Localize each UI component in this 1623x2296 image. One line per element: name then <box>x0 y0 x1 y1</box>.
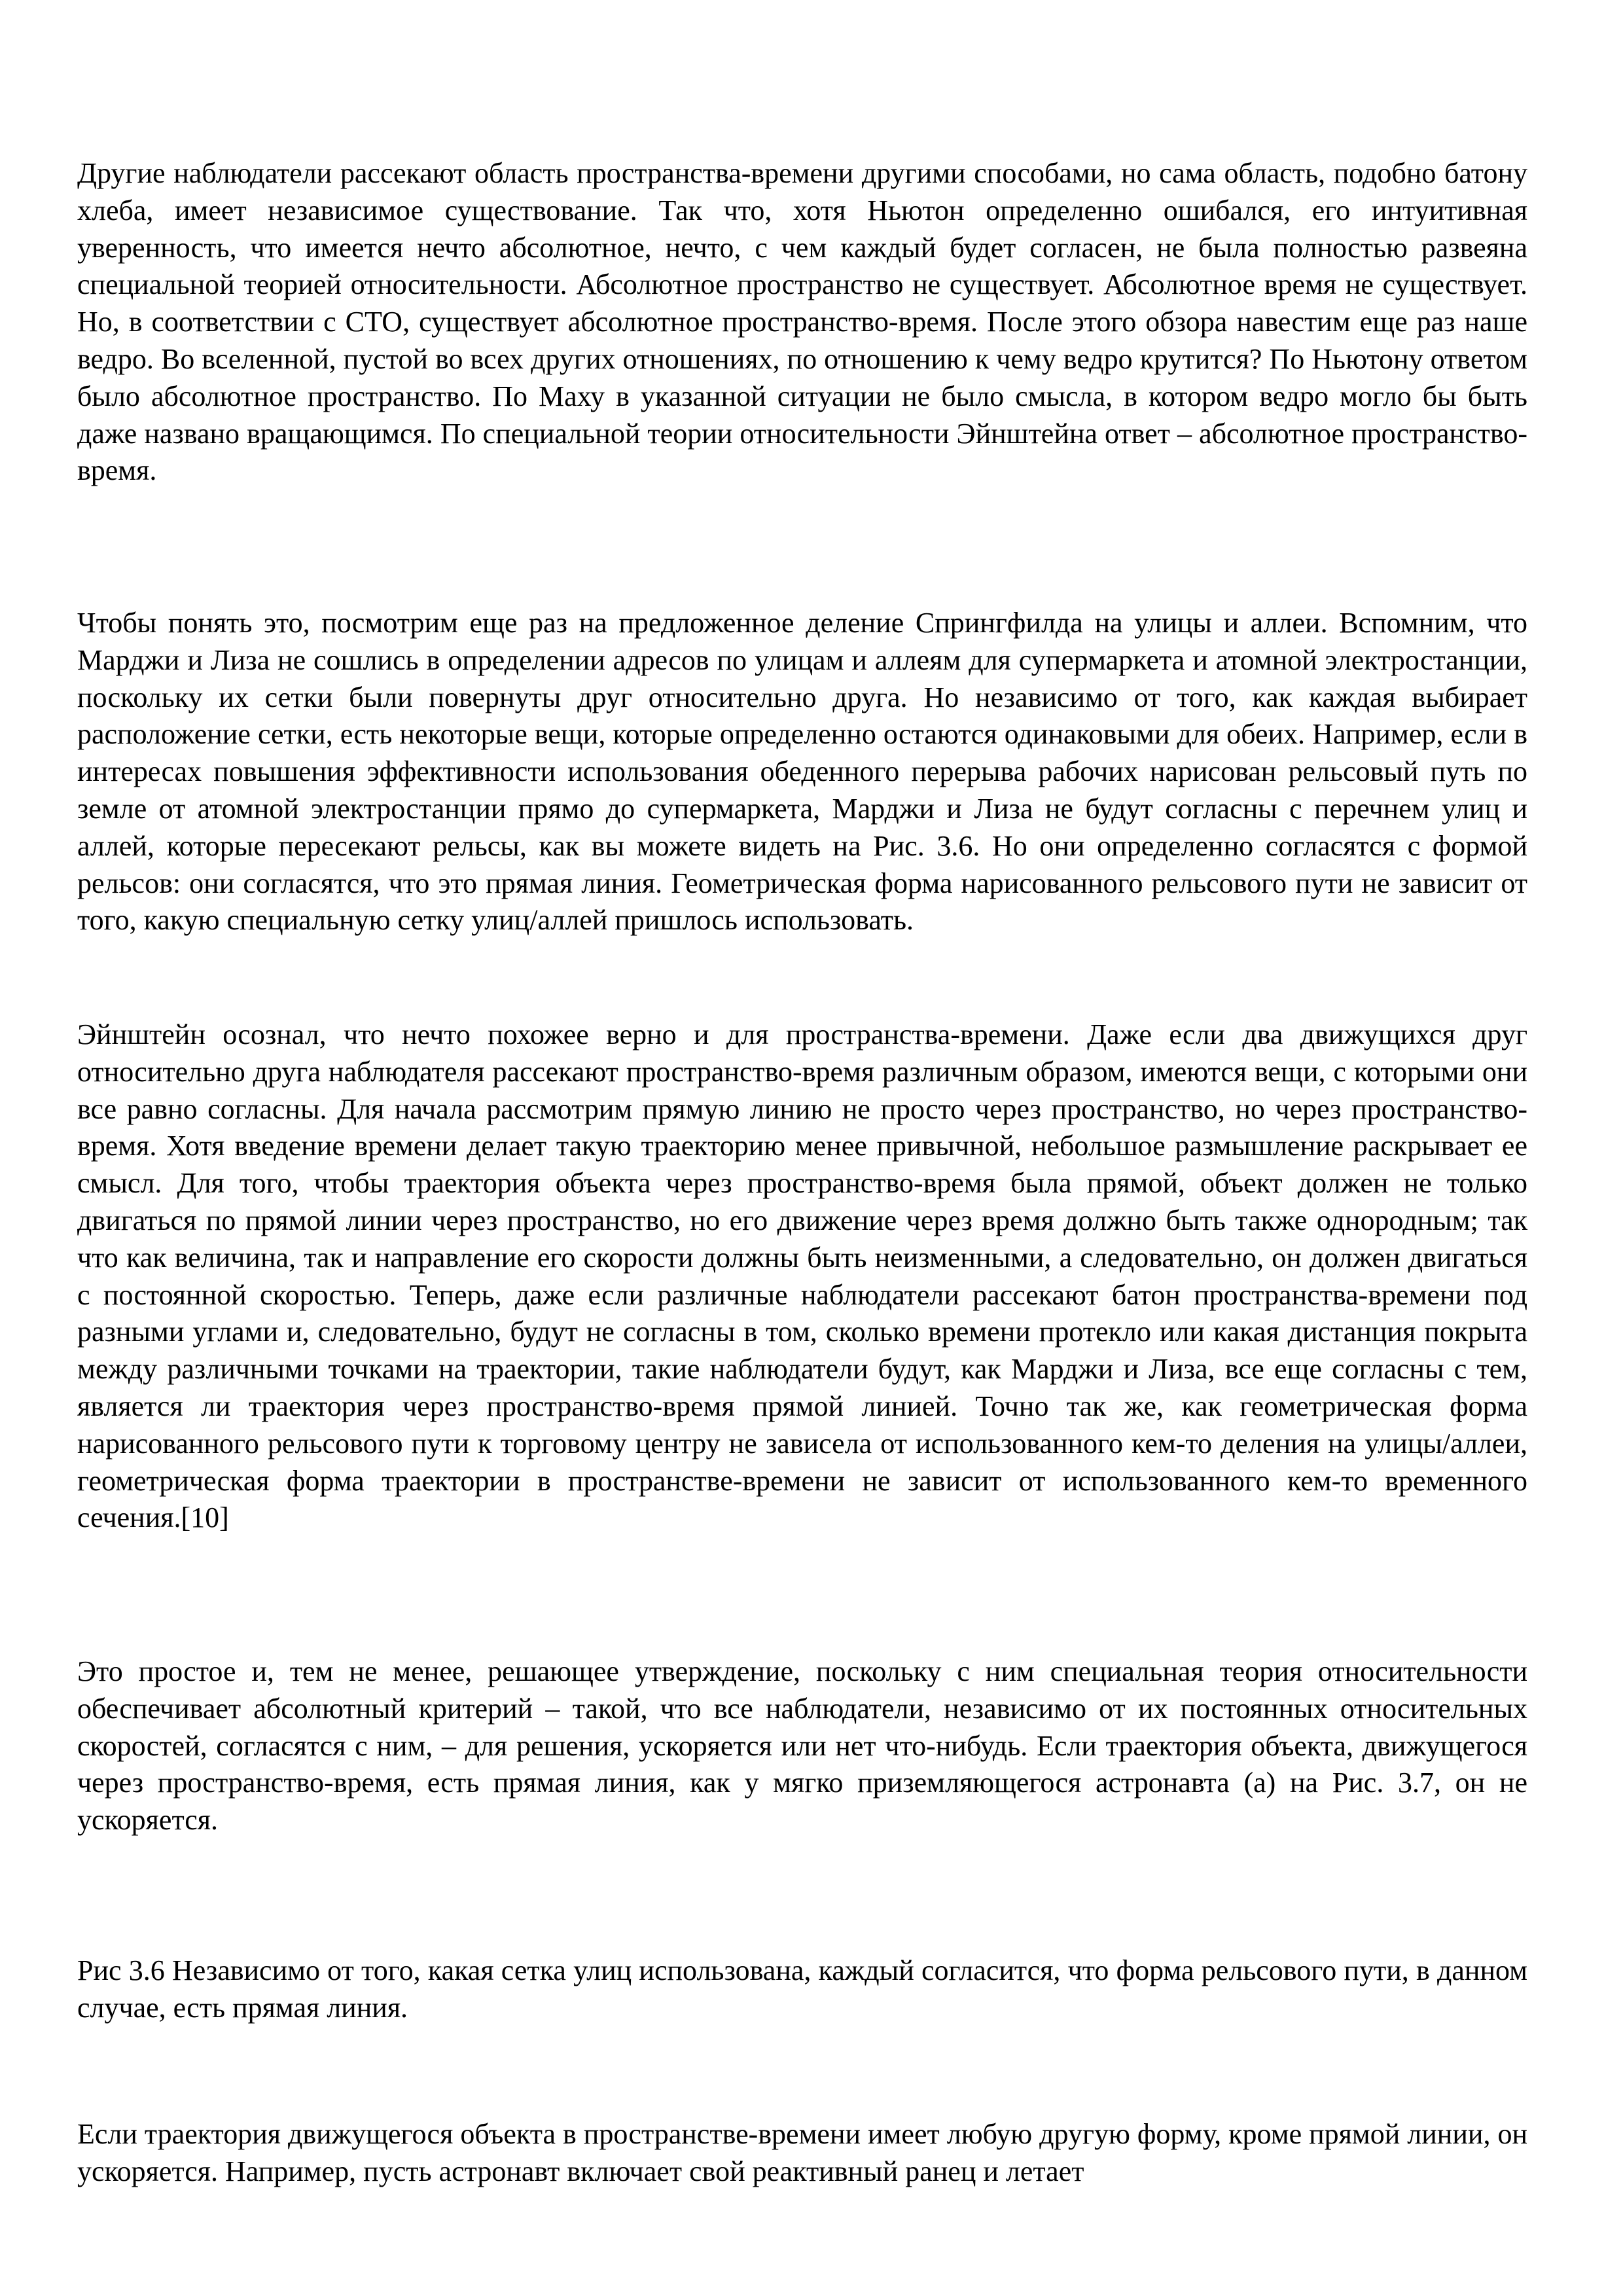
paragraph-springfield-grid: Чтобы понять это, посмотрим еще раз на предложенное деление Спрингфилда на улицы и аллеи. Вспомним, что Марджи и Лиза не сошлись в определении адресов по улицам и аллеям для супермаркета и атомной электростанции, поскольку их сетки были повернуты друг относительно друга. Но независимо от того, как каждая выбирает расположение сетки, есть некоторые вещи, которые определенно остаются одинаковыми для обеих. Например, если в интересах повышения эффективности использования обеденного перерыва рабочих нарисован рельсовый путь по земле от атомной электростанции прямо до супермаркета, Марджи и Лиза не будут согласны с перечнем улиц и аллей, которые пересекают рельсы, как вы можете видеть на Рис. 3.6. Но они определенно согласятся с формой рельсов: они согласятся, что это прямая линия. Геометрическая форма нарисованного рельсового пути не зависит от того, какую специальную сетку улиц/аллей пришлось использовать. <box>77 607 1527 937</box>
paragraph-closing: Если траектория движущегося объекта в пространстве-времени имеет любую другую форму, кроме прямой линии, он ускоряется. Например, пусть астронавт включает свой реактивный ранец и летает <box>77 2118 1527 2187</box>
paragraph-absolute-spacetime: Другие наблюдатели рассекают область пространства-времени другими способами, но сама область, подобно батону хлеба, имеет независимое существование. Так что, хотя Ньютон определенно ошибался, его интуитивная уверенность, что имеется нечто абсолютное, нечто, с чем каждый будет согласен, не была полностью развеяна специальной теорией относительности. Абсолютное пространство не существует. Абсолютное время не существует. Но, в соответствии с СТО, существует абсолютное пространство-время. После этого обзора навестим еще раз наше ведро. Во вселенной, пустой во всех других отношениях, по отношению к чему ведро крутится? По Ньютону ответом было абсолютное пространство. По Маху в указанной ситуации не было смысла, в котором ведро могло бы быть даже названо вращающимся. По специальной теории относительности Эйнштейна ответ – абсолютное пространство-время. <box>77 157 1527 487</box>
figure-caption: Рис 3.6 Независимо от того, какая сетка улиц использована, каждый согласится, что форма рельсового пути, в данном случае, есть прямая линия. <box>77 1954 1527 2024</box>
paragraph-spacetime-straight-line: Эйнштейн осознал, что нечто похожее верно и для пространства-времени. Даже если два движущихся друг относительно друга наблюдателя рассекают пространство-время различным образом, имеются вещи, с которыми они все равно согласны. Для начала рассмотрим прямую линию не просто через пространство, но через пространство-время. Хотя введение времени делает такую траекторию менее привычной, небольшое размышление раскрывает ее смысл. Для того, чтобы траектория объекта через пространство-время была прямой, объект должен не только двигаться по прямой линии через пространство, но его движение через время должно быть также однородным; так что как величина, так и направление его скорости должны быть неизменными, а следовательно, он должен двигаться с постоянной скоростью. Теперь, даже если различные наблюдатели рассекают батон пространства-времени под разными углами и, следовательно, будут не согласны в том, сколько времени протекло или какая дистанция покрыта между различными точками на траектории, такие наблюдатели будут, как Марджи и Лиза, все еще согласны с тем, является ли траектория через пространство-время прямой линией. Точно так же, как геометрическая форма нарисованного рельсового пути к торговому центру не зависела от использованного кем-то деления на улицы/аллеи, геометрическая форма траектории в пространстве-времени не зависит от использованного кем-то временного сечения.[10] <box>77 1018 1527 1534</box>
paragraph-acceleration-criterion: Это простое и, тем не менее, решающее утверждение, поскольку с ним специальная теория относительности обеспечивает абсолютный критерий – такой, что все наблюдатели, независимо от их постоянных относительных скоростей, согласятся с ним, – для решения, ускоряется или нет что-нибудь. Если траектория объекта, движущегося через пространство-время, есть прямая линия, как у мягко приземляющегося астронавта (а) на Рис. 3.7, он не ускоряется. <box>77 1655 1527 1837</box>
